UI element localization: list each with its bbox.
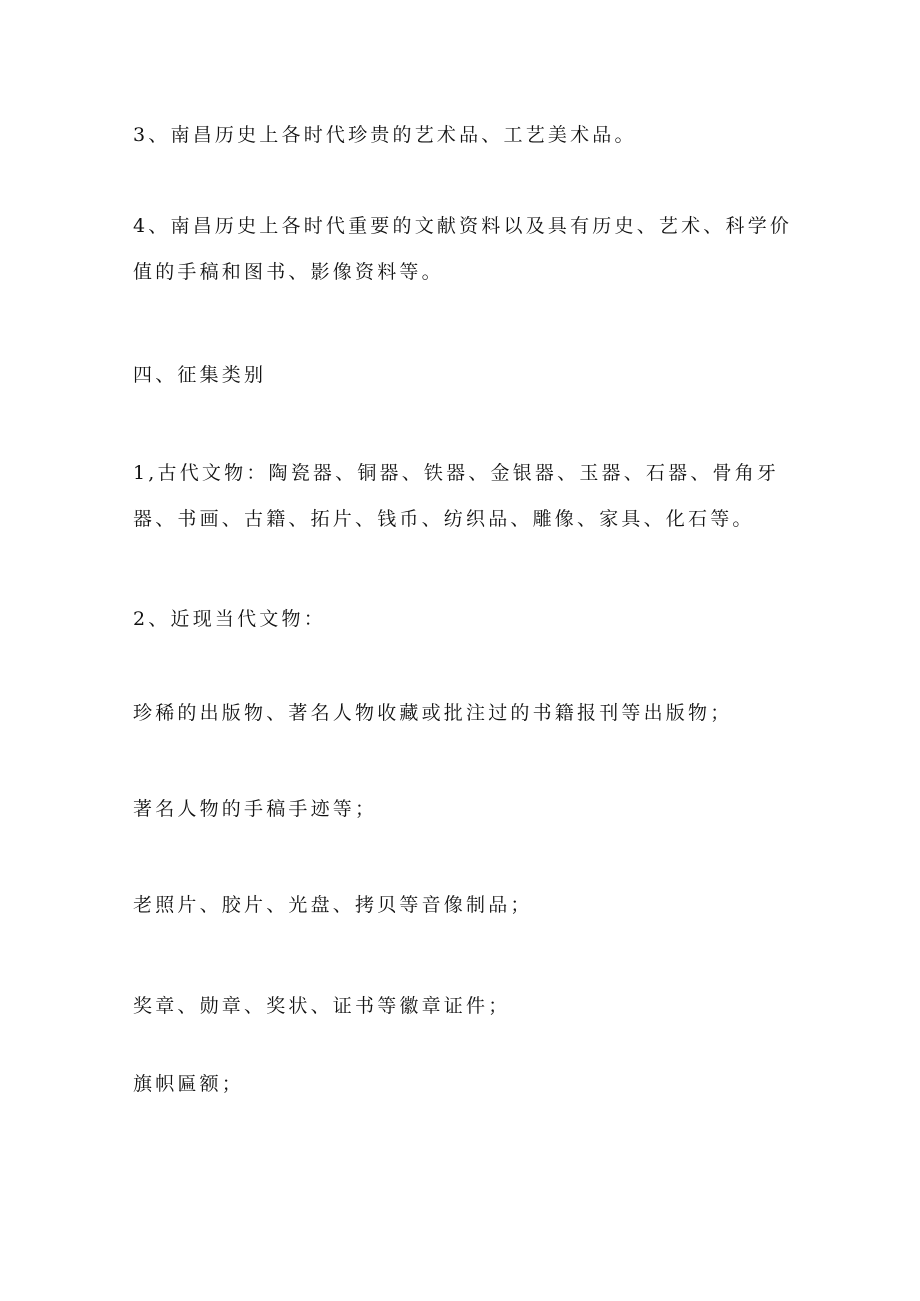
list-item-medals-certificates: 奖章、勋章、奖状、证书等徽章证件； — [133, 995, 511, 1017]
paragraph-modern-relics-heading: 2、近现当代文物： — [133, 608, 326, 630]
section-heading-collection-types: 四、征集类别 — [133, 364, 267, 386]
paragraph-ancient-relics: 1,古代文物：陶瓷器、铜器、铁器、金银器、玉器、石器、骨角牙器、书画、古籍、拓片、钱币、纺织品、雕像、家具、化石等。 — [133, 462, 780, 530]
list-item-manuscripts: 著名人物的手稿手迹等； — [133, 798, 378, 820]
paragraph-item-3-artworks: 3、南昌历史上各时代珍贵的艺术品、工艺美术品。 — [133, 124, 637, 146]
list-item-banners-plaques: 旗帜匾额； — [133, 1073, 245, 1095]
paragraph-item-4-documents: 4、南昌历史上各时代重要的文献资料以及具有历史、艺术、科学价值的手稿和图书、影像资料等。 — [133, 215, 793, 283]
list-item-rare-publications: 珍稀的出版物、著名人物收藏或批注过的书籍报刊等出版物； — [133, 702, 733, 724]
list-item-audio-visual: 老照片、胶片、光盘、拷贝等音像制品； — [133, 894, 533, 916]
